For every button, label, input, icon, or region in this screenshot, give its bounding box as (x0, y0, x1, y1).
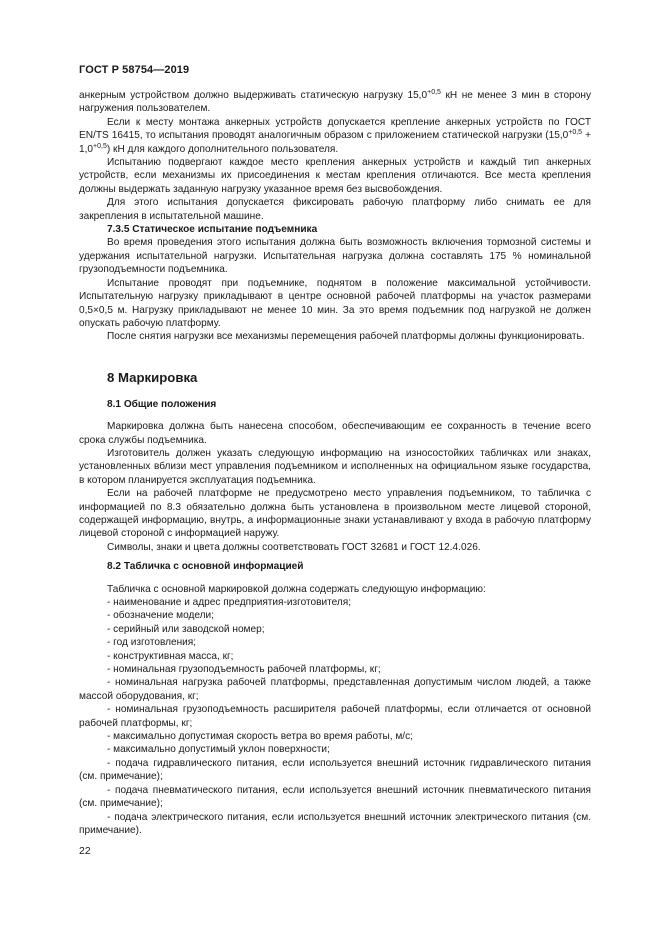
list-item: - подача гидравлического питания, если используется внешний источник гидравлического питания (см. примечание); (79, 757, 591, 783)
list-item: - серийный или заводской номер; (107, 623, 265, 635)
paragraph (79, 89, 591, 116)
paragraph: Символы, знаки и цвета должны соответствовать ГОСТ 32681 и ГОСТ 12.4.026. (107, 541, 481, 553)
list-item: - конструктивная масса, кг; (107, 650, 234, 662)
superscript: +0,5 (93, 142, 107, 150)
subsection-heading: 8.1 Общие положения (107, 398, 217, 410)
text-run: Если к месту монтажа анкерных устройств допускается крепление анкерных устройств по ГОСТ EN/TS 16415, то испытания проводят аналогичным образом с приложением статической нагрузки (15,0 (79, 116, 591, 142)
paragraph (79, 116, 591, 156)
page-content (79, 89, 591, 837)
text-run: ) кН для каждого дополнительного пользователя. (106, 143, 339, 155)
section-heading: 8 Маркировка (107, 369, 198, 385)
text-run: кН не менее 3 мин в сторону нагружения пользователем. (79, 90, 592, 115)
list-item: - обозначение модели; (107, 610, 214, 622)
paragraph: Испытанию подвергают каждое место крепления анкерных устройств и каждый тип анкерных устройств, если механизмы их присоединения к местам крепления отличаются. Все места крепления должны выдержать заданную нагрузку указанное время без высвобождения. (79, 157, 591, 195)
paragraph: Для этого испытания допускается фиксировать рабочую платформу либо снимать ее для закрепления в испытательной машине. (79, 197, 591, 222)
text-run: анкерным устройством должно выдерживать статическую нагрузку 15,0 (79, 90, 428, 101)
paragraph: Изготовитель должен указать следующую информацию на износостойких табличках или знаках, установленных вблизи мест управления подъемником и исполненных на официальном языке государства, в котором планируется эксплуатация подъемника. (79, 447, 591, 486)
page-number: 22 (79, 845, 91, 857)
list-item: - подача пневматического питания, если используется внешний источник пневматического питания (см. примечание); (79, 784, 591, 810)
list-item: - наименование и адрес предприятия-изготовителя; (107, 597, 352, 608)
paragraph: Табличка с основной маркировкой должна содержать следующую информацию: (107, 583, 486, 595)
subsection-heading: 7.3.5 Статическое испытание подъемника (107, 224, 318, 236)
text-run: + 1,0 (79, 130, 591, 155)
superscript: +0,5 (427, 89, 441, 96)
paragraph: Во время проведения этого испытания должна быть возможность включения тормозной системы и удержания испытательной нагрузки. Испытательная нагрузка должна составлять 175 % номинальной грузоподъемности подъемника. (79, 237, 591, 276)
paragraph: Испытание проводят при подъемнике, поднятом в положение максимальной устойчивости. Испытательную нагрузку прикладывают в центре основной рабочей платформы на участок размерами 0,5×0,5 м. Нагрузку прикладывают не менее 10 мин. За это время подъемник под нагрузкой не должен опускать рабочую платформу. (79, 277, 591, 329)
subsection-heading: 8.2 Табличка с основной информацией (107, 561, 304, 573)
list-item: - номинальная грузоподъемность расширителя рабочей платформы, если отличается от основной рабочей платформы, кг; (79, 704, 591, 729)
paragraph: Если на рабочей платформе не предусмотрено место управления подъемником, то табличка с информацией по 8.3 обязательно должна быть установлена в произвольном месте лицевой стороной, содержащей информацию, внутрь, а информационные знаки устанавливают у входа в рабочую платформу лицевой стороной с информацией наружу. (79, 488, 591, 540)
list-item: - год изготовления; (107, 637, 197, 649)
list-item: - максимально допустимая скорость ветра во время работы, м/с; (107, 731, 413, 743)
paragraph: После снятия нагрузки все механизмы перемещения рабочей платформы должны функционировать. (107, 331, 585, 343)
superscript: +0,5 (568, 129, 583, 137)
list-item: - максимально допустимый уклон поверхности; (107, 744, 330, 756)
list-item: - номинальная грузоподъемность рабочей платформы, кг; (107, 664, 381, 676)
document-header: ГОСТ Р 58754—2019 (79, 64, 190, 76)
paragraph: Маркировка должна быть нанесена способом, обеспечивающим ее сохранность в течение всего срока службы подъемника. (79, 421, 591, 446)
list-item: - номинальная нагрузка рабочей платформы, представленная допустимым числом людей, а также массой оборудования, кг; (79, 677, 591, 702)
list-item: - подача электрического питания, если используется внешний источник электрического питания (см. примечание). (79, 811, 591, 836)
